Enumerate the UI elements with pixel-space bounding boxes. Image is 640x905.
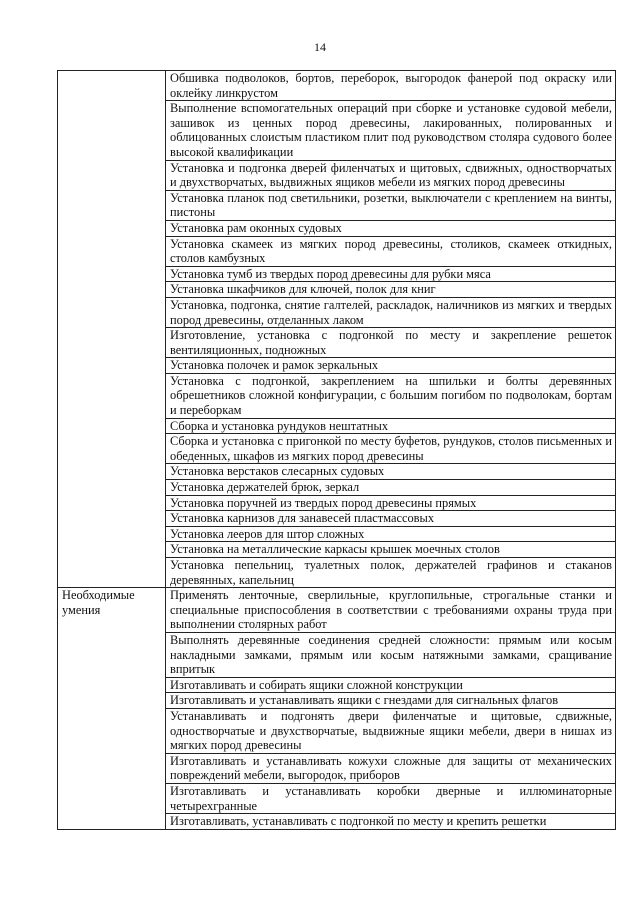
row-text: Выполнять деревянные соединения средней сложности: прямым или косым накладными замками, прямым или косым натяжными замками, сращивание впритык	[166, 632, 616, 677]
row-text: Изготавливать и устанавливать кожухи сложные для защиты от механических повреждений мебели, выгородок, приборов	[166, 753, 616, 783]
row-text: Установка поручней из твердых пород древесины прямых	[166, 495, 616, 511]
row-text: Изготавливать, устанавливать с подгонкой по месту и крепить решетки	[166, 814, 616, 830]
row-text: Установка верстаков слесарных судовых	[166, 464, 616, 480]
row-text: Изготавливать и устанавливать коробки дверные и иллюминаторные четырехгранные	[166, 783, 616, 813]
row-text: Изготавливать и устанавливать ящики с гнездами для сигнальных флагов	[166, 693, 616, 709]
row-text: Установка скамеек из мягких пород древесины, столиков, скамеек откидных, столов камбузных	[166, 236, 616, 266]
row-text: Установка карнизов для занавесей пластмассовых	[166, 511, 616, 527]
row-group-label	[58, 71, 166, 588]
table-row	[58, 71, 616, 101]
table-body	[58, 71, 616, 830]
page-number: 14	[314, 40, 326, 54]
row-text: Установка шкафчиков для ключей, полок для книг	[166, 282, 616, 298]
row-text: Сборка и установка с пригонкой по месту буфетов, рундуков, столов письменных и обеденных, шкафов из мягких пород древесины	[166, 434, 616, 464]
skills-table	[57, 70, 616, 830]
row-text: Установка пепельниц, туалетных полок, держателей графинов и стаканов деревянных, капельниц	[166, 558, 616, 588]
row-text: Устанавливать и подгонять двери филенчатые и щитовые, сдвижные, одностворчатые и двухстворчатые, выдвижные ящики мебели, двери в нишах из мягких пород древесины	[166, 708, 616, 753]
row-text: Изготовление, установка с подгонкой по месту и закрепление решеток вентиляционных, подножных	[166, 328, 616, 358]
row-text: Установка держателей брюк, зеркал	[166, 480, 616, 496]
row-group-label: Необходимые умения	[58, 588, 166, 830]
row-text: Установка и подгонка дверей филенчатых и щитовых, сдвижных, одностворчатых и двухстворчатых, выдвижных ящиков мебели из мягких пород древесины	[166, 160, 616, 190]
row-text: Установка, подгонка, снятие галтелей, раскладок, наличников из мягких и твердых пород древесины, отделанных лаком	[166, 297, 616, 327]
row-text: Установка полочек и рамок зеркальных	[166, 358, 616, 374]
row-text: Установка на металлические каркасы крышек моечных столов	[166, 542, 616, 558]
row-text: Выполнение вспомогательных операций при сборке и установке судовой мебели, зашивок из ценных пород древесины, лакированных, полированных и облицованных слоистым пластиком плит под руководством столяра судового более высокой квалификации	[166, 101, 616, 160]
row-text: Обшивка подволоков, бортов, переборок, выгородок фанерой под окраску или оклейку линкрустом	[166, 71, 616, 101]
row-text: Установка планок под светильники, розетки, выключатели с креплением на винты, пистоны	[166, 190, 616, 220]
row-text: Применять ленточные, сверлильные, круглопильные, строгальные станки и специальные приспособления в соответствии с требованиями охраны труда при выполнении столярных работ	[166, 588, 616, 633]
row-text: Установка рам оконных судовых	[166, 220, 616, 236]
table-row	[58, 588, 616, 633]
row-text: Изготавливать и собирать ящики сложной конструкции	[166, 677, 616, 693]
row-text: Установка тумб из твердых пород древесины для рубки мяса	[166, 266, 616, 282]
row-text: Установка с подгонкой, закреплением на шпильки и болты деревянных обрешетников сложной конфигурации, с большим погибом по подволокам, бортам и переборкам	[166, 373, 616, 418]
row-text: Сборка и установка рундуков нештатных	[166, 418, 616, 434]
row-text: Установка лееров для штор сложных	[166, 526, 616, 542]
